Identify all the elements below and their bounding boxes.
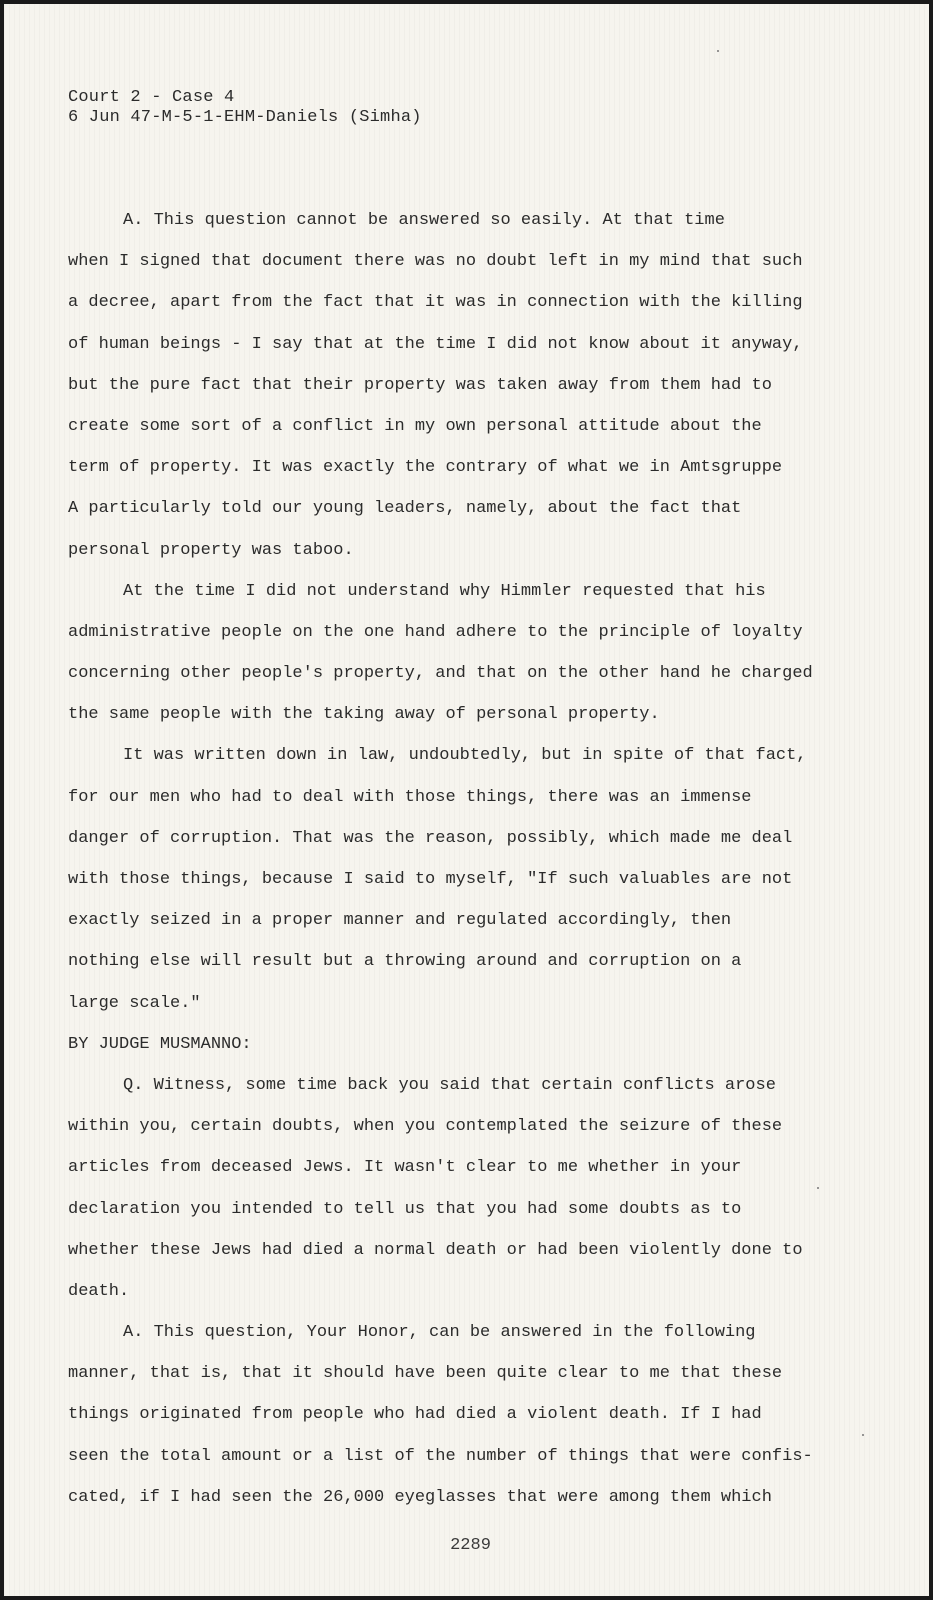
transcript-line: exactly seized in a proper manner and regulated accordingly, then — [68, 911, 732, 931]
date-reference: 6 Jun 47-M-5-1-EHM-Daniels (Simha) — [68, 108, 422, 127]
transcript-line: whether these Jews had died a normal death or had been violently done to — [68, 1240, 803, 1260]
transcript-line: At the time I did not understand why Himmler requested that his — [123, 581, 766, 601]
transcript-line: concerning other people's property, and that on the other hand he charged — [68, 664, 813, 684]
transcript-line: cated, if I had seen the 26,000 eyeglasses that were among them which — [68, 1487, 772, 1507]
page-number: 2289 — [450, 1536, 491, 1555]
transcript-line: administrative people on the one hand adhere to the principle of loyalty — [68, 622, 803, 642]
transcript-line: when I signed that document there was no doubt left in my mind that such — [68, 252, 803, 272]
transcript-line: create some sort of a conflict in my own personal attitude about the — [68, 416, 762, 436]
transcript-line: nothing else will result but a throwing around and corruption on a — [68, 952, 742, 972]
transcript-line: A. This question cannot be answered so easily. At that time — [123, 211, 725, 230]
paper-speck — [817, 1187, 819, 1189]
transcript-line: but the pure fact that their property was taken away from them had to — [68, 375, 772, 395]
transcript-line: BY JUDGE MUSMANNO: — [68, 1034, 252, 1054]
transcript-line: of human beings - I say that at the time I did not know about it anyway, — [68, 334, 803, 354]
transcript-line: the same people with the taking away of personal property. — [68, 705, 660, 725]
paper-speck — [717, 50, 719, 52]
paper-speck — [862, 1434, 864, 1436]
transcript-line: A. This question, Your Honor, can be answered in the following — [123, 1323, 756, 1343]
transcript-line: things originated from people who had died a violent death. If I had — [68, 1405, 762, 1425]
transcript-line: a decree, apart from the fact that it was in connection with the killing — [68, 293, 803, 313]
transcript-line: danger of corruption. That was the reason, possibly, which made me deal — [68, 828, 793, 848]
transcript-body — [68, 200, 878, 1518]
transcript-line: It was written down in law, undoubtedly, but in spite of that fact, — [123, 746, 807, 766]
transcript-line: A particularly told our young leaders, namely, about the fact that — [68, 499, 742, 519]
transcript-line: death. — [68, 1281, 130, 1301]
transcript-line: for our men who had to deal with those things, there was an immense — [68, 787, 752, 807]
transcript-line: term of property. It was exactly the contrary of what we in Amtsgruppe — [68, 458, 783, 478]
transcript-line: personal property was taboo. — [68, 540, 354, 560]
transcript-line: Q. Witness, some time back you said that certain conflicts arose — [123, 1075, 776, 1095]
transcript-line: large scale." — [68, 993, 201, 1013]
transcript-line: declaration you intended to tell us that you had some doubts as to — [68, 1199, 742, 1219]
transcript-line: manner, that is, that it should have been quite clear to me that these — [68, 1364, 783, 1384]
transcript-line: with those things, because I said to myself, "If such valuables are not — [68, 870, 793, 889]
document-header — [68, 88, 422, 128]
case-reference: Court 2 - Case 4 — [68, 88, 235, 107]
transcript-line: within you, certain doubts, when you contemplated the seizure of these — [68, 1117, 783, 1137]
transcript-line: seen the total amount or a list of the number of things that were confis- — [68, 1446, 813, 1466]
transcript-line: articles from deceased Jews. It wasn't clear to me whether in your — [68, 1158, 742, 1178]
